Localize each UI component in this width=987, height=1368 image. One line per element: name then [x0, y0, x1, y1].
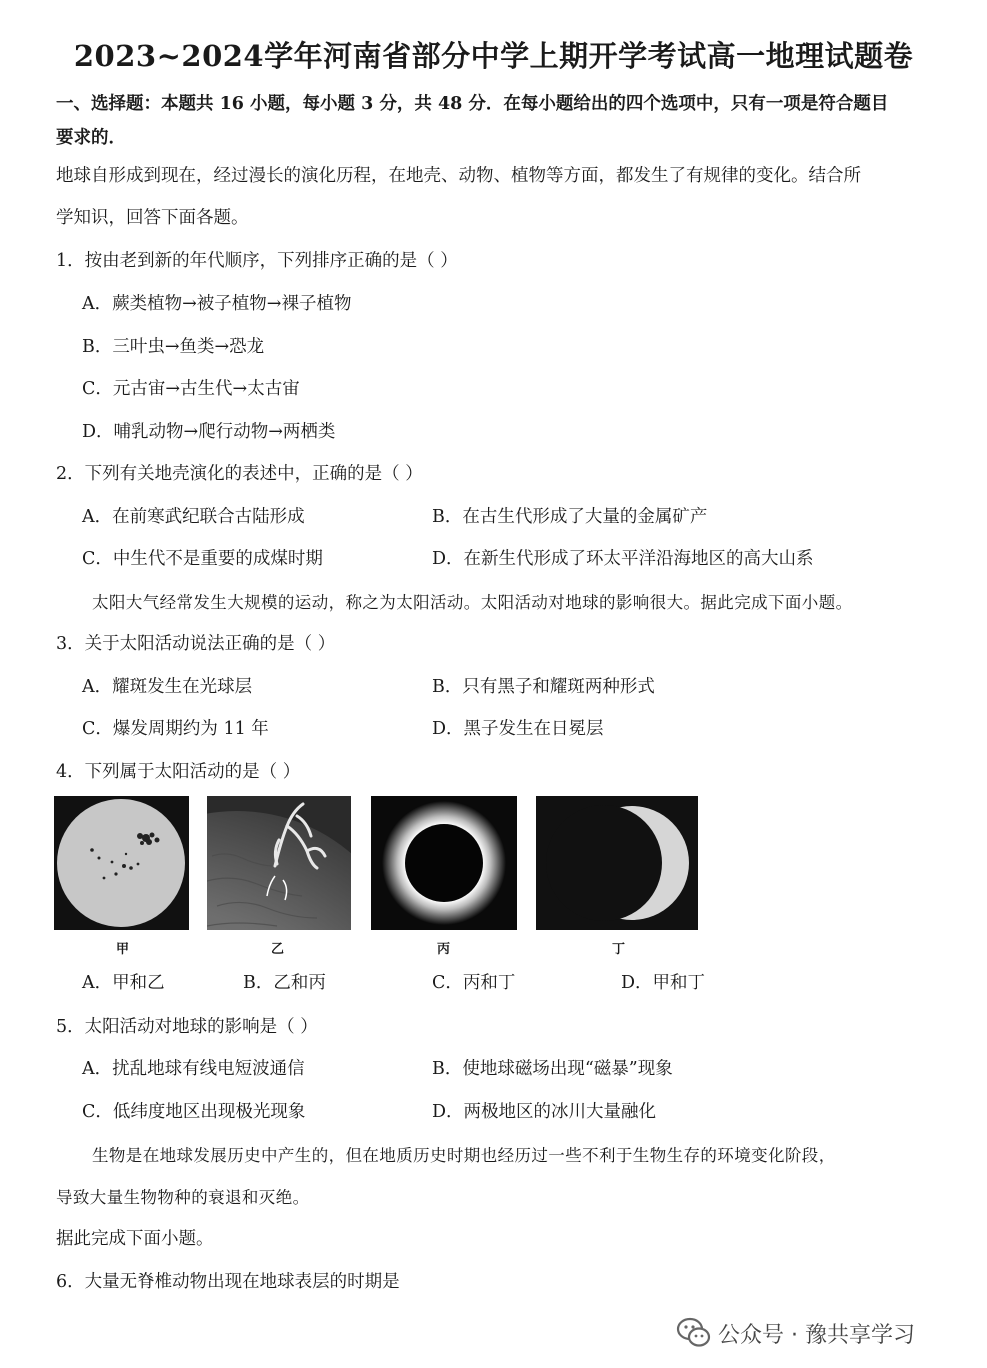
- wechat-icon: [676, 1316, 712, 1350]
- question-1-option-a: A．蕨类植物→被子植物→裸子植物: [82, 294, 352, 314]
- question-4-option-a: A．甲和乙: [82, 973, 165, 993]
- figure-solar-eclipse-corona: [371, 796, 517, 930]
- question-4-option-d: D．甲和丁: [621, 973, 706, 993]
- question-5-option-c: C．低纬度地区出现极光现象: [82, 1102, 306, 1122]
- question-2-option-b: B．在古生代形成了大量的金属矿产: [432, 507, 708, 527]
- question-2-option-c: C．中生代不是重要的成煤时期: [82, 549, 323, 569]
- question-3-stem: 3．关于太阳活动说法正确的是（ ）: [56, 634, 336, 654]
- question-2-option-a: A．在前寒武纪联合古陆形成: [82, 507, 305, 527]
- question-5-option-a: A．扰乱地球有线电短波通信: [82, 1059, 305, 1079]
- figure-partial-eclipse: [536, 796, 698, 930]
- question-1-option-b: B．三叶虫→鱼类→恐龙: [82, 337, 265, 357]
- figure-caption-bing: 丙: [437, 942, 451, 957]
- question-1-option-c: C．元古宙→古生代→太古宙: [82, 379, 300, 399]
- question-4-option-c: C．丙和丁: [432, 973, 516, 993]
- figure-caption-yi: 乙: [271, 942, 285, 957]
- passage2: 太阳大气经常发生大规模的运动，称之为太阳活动。太阳活动对地球的影响很大。据此完成下面小题。: [92, 593, 853, 612]
- question-3-option-c: C．爆发周期约为 11 年: [82, 719, 269, 739]
- question-3-option-b: B．只有黑子和耀斑两种形式: [432, 677, 655, 697]
- figure-sunspots: [54, 796, 189, 930]
- question-5-stem: 5．太阳活动对地球的影响是（ ）: [56, 1017, 318, 1037]
- question-1-option-d: D．哺乳动物→爬行动物→两栖类: [82, 422, 336, 442]
- question-4-stem: 4．下列属于太阳活动的是（ ）: [56, 762, 301, 782]
- question-1-stem: 1．按由老到新的年代顺序，下列排序正确的是（ ）: [56, 251, 458, 271]
- question-5-option-b: B．使地球磁场出现“磁暴”现象: [432, 1059, 673, 1079]
- page-title: 2023~2024学年河南省部分中学上期开学考试高一地理试题卷: [73, 39, 914, 73]
- question-4-option-b: B．乙和丙: [243, 973, 326, 993]
- watermark-text: 公众号 · 豫共享学习: [718, 1323, 915, 1348]
- passage1-line1: 地球自形成到现在，经过漫长的演化历程，在地壳、动物、植物等方面，都发生了有规律的变化。结合所: [56, 166, 861, 186]
- question-3-option-d: D．黑子发生在日冕层: [432, 719, 604, 739]
- question-3-option-a: A．耀斑发生在光球层: [82, 677, 253, 697]
- passage3-line1: 生物是在地球发展历史中产生的，但在地质历史时期也经历过一些不利于生物生存的环境变化阶段，: [92, 1146, 836, 1165]
- question-2-option-d: D．在新生代形成了环太平洋沿海地区的高大山系: [432, 549, 814, 569]
- passage3-line3: 据此完成下面小题。: [56, 1229, 214, 1249]
- figure-caption-jia: 甲: [116, 942, 130, 957]
- figure-prominence: [207, 796, 351, 930]
- section-heading-line1: 一、选择题：本题共 16 小题，每小题 3 分，共 48 分．在每小题给出的四个选项中，只有一项是符合题目: [56, 94, 889, 114]
- figure-caption-ding: 丁: [612, 942, 626, 957]
- question-5-option-d: D．两极地区的冰川大量融化: [432, 1102, 657, 1122]
- passage3-line2: 导致大量生物物种的衰退和灭绝。: [56, 1188, 310, 1207]
- question-6-stem: 6．大量无脊椎动物出现在地球表层的时期是: [56, 1272, 400, 1292]
- passage1-line2: 学知识，回答下面各题。: [56, 208, 249, 228]
- section-heading-line2: 要求的．: [56, 128, 126, 148]
- question-2-stem: 2．下列有关地壳演化的表述中，正确的是（ ）: [56, 464, 423, 484]
